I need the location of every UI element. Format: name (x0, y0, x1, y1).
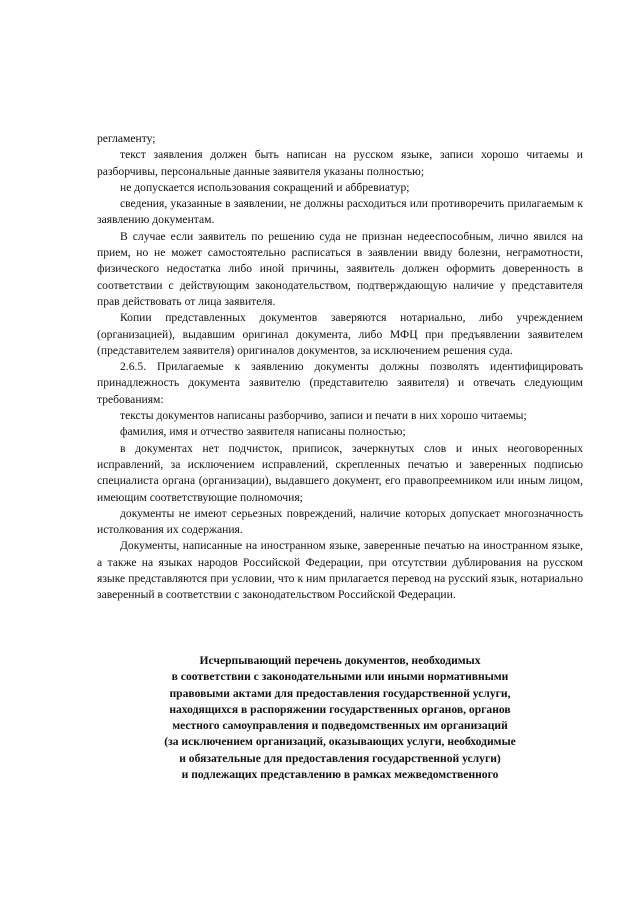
paragraph: в документах нет подчисток, приписок, зачеркнутых слов и иных неоговоренных исправлений, за исключением исправлений, скрепленных печатью и заверенных подписью специалиста органа (организации), выдавшего документ, его правопреемником или иным лицом, имеющим соответствующие полномочия; (97, 441, 583, 504)
paragraph: не допускается использования сокращений и аббревиатур; (120, 180, 410, 194)
paragraph: 2.6.5. Прилагаемые к заявлению документы должны позволять идентифицировать принадлежность документа заявителю (представителю заявителя) и отвечать следующим требованиям: (97, 360, 583, 406)
heading-line: Исчерпывающий перечень документов, необходимых (199, 654, 481, 667)
heading-line: находящихся в распоряжении государственных органов, органов (169, 702, 511, 716)
paragraph: Копии представленных документов заверяются нотариально, либо учреждением (организацией), выдавшим оригинал документа, либо МФЦ при предъявлении заявителем (представителем заявителя) оригиналов документов, за исключением решения суда. (97, 311, 583, 357)
paragraph: В случае если заявитель по решению суда не признан недееспособным, лично явился на прием, но не может самостоятельно расписаться в заявлении ввиду болезни, неграмотности, физического недостатка либо иной причины, заявитель должен оформить доверенность в соответствии с действующим законодательством, подтверждающую наличие у представителя прав действовать от лица заявителя. (97, 229, 583, 308)
heading-line: местного самоуправления и подведомственных им организаций (172, 719, 508, 733)
paragraph: фамилия, имя и отчество заявителя написаны полностью; (120, 425, 406, 439)
body-text (97, 131, 583, 604)
paragraph: сведения, указанные в заявлении, не должны расходиться или противоречить прилагаемым к заявлению документам. (97, 197, 583, 227)
paragraph: Документы, написанные на иностранном языке, заверенные печатью на иностранном языке, а также на языках народов Российской Федерации, при отсутствии дублирования на русском языке представляются при условии, что к ним прилагается перевод на русский язык, нотариально заверенный в соответствии с законодательством Российской Федерации. (97, 539, 583, 602)
paragraph: тексты документов написаны разборчиво, записи и печати в них хорошо читаемы; (120, 409, 527, 423)
paragraph: регламенту; (97, 132, 156, 145)
section-heading (100, 653, 580, 783)
heading-line: правовыми актами для предоставления государственной услуги, (169, 686, 511, 700)
heading-line: в соответствии с законодательными или иными нормативными (171, 670, 509, 684)
paragraph: документы не имеют серьезных повреждений, наличие которых допускает многозначность истолкования их содержания. (97, 506, 583, 537)
paragraph: текст заявления должен быть написан на русском языке, записи хорошо читаемы и разборчивы, персональные данные заявителя указаны полностью; (97, 148, 583, 178)
heading-line: (за исключением организаций, оказывающих услуги, необходимые (164, 735, 516, 749)
heading-line: и подлежащих представлению в рамках межведомственного (181, 768, 499, 782)
heading-line: и обязательные для предоставления государственной услуги) (179, 751, 501, 765)
